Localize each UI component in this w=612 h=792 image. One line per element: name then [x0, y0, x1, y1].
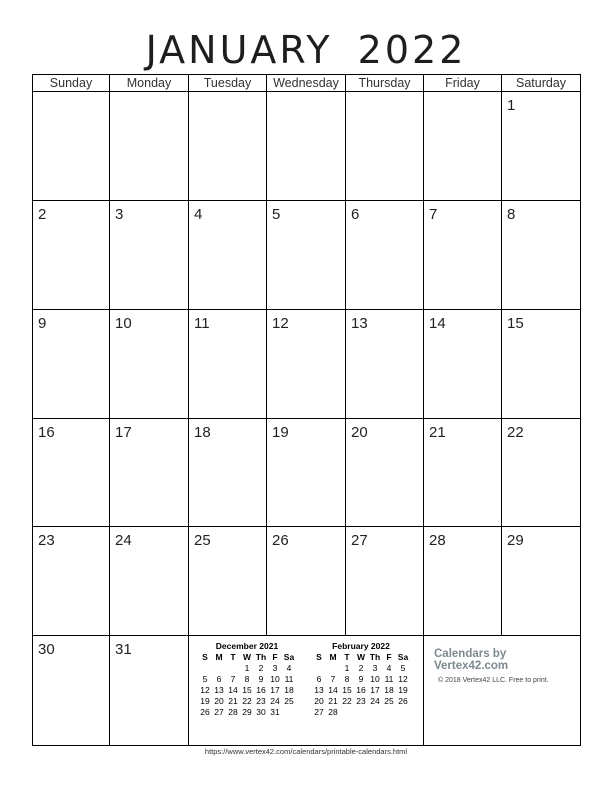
day-cell[interactable]	[189, 310, 267, 419]
mini-day	[326, 663, 340, 674]
mini-day: 19	[200, 696, 210, 707]
day-cell[interactable]	[33, 636, 110, 745]
mini-day: 24	[270, 696, 280, 707]
mini-day: 30	[256, 707, 266, 718]
day-number: 24	[115, 532, 132, 550]
day-number: 27	[351, 532, 368, 550]
mini-day: 14	[228, 685, 238, 696]
day-cell[interactable]	[424, 92, 502, 201]
day-number: 9	[38, 314, 47, 332]
mini-day: 15	[242, 685, 252, 696]
day-cell[interactable]	[346, 527, 424, 636]
mini-day: 26	[398, 696, 408, 707]
day-cell[interactable]	[33, 527, 110, 636]
day-cell[interactable]	[267, 310, 346, 419]
mini-day: 31	[270, 707, 280, 718]
weekday-header-saturday: Saturday	[502, 75, 580, 92]
mini-day: 22	[242, 696, 252, 707]
mini-calendars	[189, 636, 424, 745]
mini-day: 17	[370, 685, 380, 696]
mini-weekday: S	[316, 652, 322, 663]
mini-weekday: S	[202, 652, 208, 663]
mini-day	[354, 707, 368, 718]
day-number: 6	[351, 205, 360, 223]
day-cell[interactable]	[110, 92, 189, 201]
day-cell[interactable]	[267, 527, 346, 636]
day-cell[interactable]	[424, 310, 502, 419]
mini-day: 22	[342, 696, 352, 707]
day-cell[interactable]	[502, 419, 580, 528]
mini-weekday: M	[215, 652, 223, 663]
mini-day: 5	[400, 663, 406, 674]
mini-day: 8	[244, 674, 250, 685]
day-cell[interactable]	[33, 310, 110, 419]
mini-day	[396, 707, 410, 718]
day-number: 10	[115, 314, 132, 332]
mini-calendar-grid	[198, 652, 296, 718]
mini-day: 20	[314, 696, 324, 707]
brand-name-link[interactable]: Calendars by Vertex42.com	[434, 648, 509, 673]
mini-weekday: F	[386, 652, 392, 663]
mini-day: 3	[272, 663, 278, 674]
mini-day: 6	[216, 674, 222, 685]
brand-copyright: © 2018 Vertex42 LLC. Free to print.	[438, 677, 549, 685]
day-number: 28	[429, 532, 446, 550]
day-cell[interactable]	[110, 527, 189, 636]
day-number: 4	[194, 205, 203, 223]
mini-calendar	[312, 641, 410, 745]
day-number: 31	[115, 641, 132, 659]
mini-day: 5	[202, 674, 208, 685]
day-number: 22	[507, 423, 524, 441]
mini-weekday: Th	[369, 652, 381, 663]
mini-day: 10	[370, 674, 380, 685]
weekday-header-friday: Friday	[424, 75, 502, 92]
day-cell[interactable]	[346, 419, 424, 528]
mini-day	[340, 707, 354, 718]
mini-day: 19	[398, 685, 408, 696]
mini-weekday: Th	[255, 652, 267, 663]
day-cell[interactable]	[502, 527, 580, 636]
mini-weekday: T	[230, 652, 236, 663]
mini-day: 2	[258, 663, 264, 674]
mini-weekday: W	[242, 652, 252, 663]
mini-day: 27	[214, 707, 224, 718]
day-cell[interactable]	[502, 310, 580, 419]
day-cell[interactable]	[189, 92, 267, 201]
day-cell[interactable]	[267, 419, 346, 528]
day-number: 16	[38, 423, 55, 441]
day-number: 13	[351, 314, 368, 332]
day-number: 25	[194, 532, 211, 550]
day-cell[interactable]	[110, 201, 189, 310]
mini-day: 7	[330, 674, 336, 685]
day-number: 14	[429, 314, 446, 332]
mini-day: 18	[384, 685, 394, 696]
mini-day: 16	[356, 685, 366, 696]
mini-day	[226, 663, 240, 674]
mini-day: 4	[386, 663, 392, 674]
day-cell[interactable]	[267, 92, 346, 201]
mini-weekday: T	[344, 652, 350, 663]
mini-calendar-grid	[312, 652, 410, 718]
mini-day: 24	[370, 696, 380, 707]
day-number: 29	[507, 532, 524, 550]
mini-day: 21	[328, 696, 338, 707]
mini-day	[312, 663, 326, 674]
mini-day: 13	[314, 685, 324, 696]
mini-day: 10	[270, 674, 280, 685]
day-cell[interactable]	[33, 419, 110, 528]
mini-day: 23	[256, 696, 266, 707]
day-number: 19	[272, 423, 289, 441]
mini-weekday: F	[272, 652, 278, 663]
mini-day	[368, 707, 382, 718]
day-cell[interactable]	[33, 92, 110, 201]
mini-day: 18	[284, 685, 294, 696]
day-cell[interactable]	[346, 310, 424, 419]
mini-calendar-title: February 2022	[332, 641, 390, 652]
day-cell[interactable]	[189, 527, 267, 636]
mini-day: 11	[384, 674, 394, 685]
day-cell[interactable]	[502, 92, 580, 201]
day-cell[interactable]	[424, 419, 502, 528]
day-number: 30	[38, 641, 55, 659]
weekday-header-wednesday: Wednesday	[267, 75, 346, 92]
day-number: 7	[429, 205, 438, 223]
mini-day: 7	[230, 674, 236, 685]
mini-day: 26	[200, 707, 210, 718]
month-grid	[32, 74, 581, 746]
brand-block	[424, 636, 580, 745]
weekday-header-tuesday: Tuesday	[189, 75, 267, 92]
mini-day: 13	[214, 685, 224, 696]
day-cell[interactable]	[189, 201, 267, 310]
mini-day: 4	[286, 663, 292, 674]
mini-day: 15	[342, 685, 352, 696]
mini-day: 16	[256, 685, 266, 696]
day-number: 15	[507, 314, 524, 332]
day-cell[interactable]	[33, 201, 110, 310]
day-number: 17	[115, 423, 132, 441]
mini-day: 25	[284, 696, 294, 707]
mini-day: 25	[384, 696, 394, 707]
day-number: 20	[351, 423, 368, 441]
mini-day	[212, 663, 226, 674]
day-number: 26	[272, 532, 289, 550]
mini-day: 29	[242, 707, 252, 718]
mini-day	[282, 707, 296, 718]
day-number: 3	[115, 205, 124, 223]
mini-day	[382, 707, 396, 718]
day-number: 12	[272, 314, 289, 332]
footer-url[interactable]: https://www.vertex42.com/calendars/printable-calendars.html	[204, 747, 408, 756]
mini-weekday: Sa	[283, 652, 295, 663]
mini-day: 12	[200, 685, 210, 696]
mini-day: 17	[270, 685, 280, 696]
mini-day: 9	[358, 674, 364, 685]
day-number: 5	[272, 205, 281, 223]
day-cell[interactable]	[346, 92, 424, 201]
mini-day: 27	[314, 707, 324, 718]
mini-day: 12	[398, 674, 408, 685]
day-cell[interactable]	[346, 201, 424, 310]
day-cell[interactable]	[267, 201, 346, 310]
day-number: 11	[194, 314, 210, 332]
mini-day: 20	[214, 696, 224, 707]
weekday-header-thursday: Thursday	[346, 75, 424, 92]
calendar-title: JANUARY 2022	[145, 28, 467, 72]
mini-day: 1	[244, 663, 250, 674]
day-cell[interactable]	[189, 419, 267, 528]
day-number: 23	[38, 532, 55, 550]
mini-day: 6	[316, 674, 322, 685]
mini-day: 28	[328, 707, 338, 718]
mini-weekday: Sa	[397, 652, 409, 663]
mini-weekday: M	[329, 652, 337, 663]
mini-day: 1	[344, 663, 350, 674]
day-cell[interactable]	[424, 201, 502, 310]
mini-weekday: W	[356, 652, 366, 663]
mini-day: 14	[328, 685, 338, 696]
mini-day: 9	[258, 674, 264, 685]
mini-day	[198, 663, 212, 674]
mini-calendar-title: December 2021	[215, 641, 279, 652]
weekday-header-monday: Monday	[110, 75, 189, 92]
day-cell[interactable]	[502, 201, 580, 310]
day-number: 21	[429, 423, 446, 441]
day-number: 8	[507, 205, 516, 223]
mini-calendar	[198, 641, 296, 745]
day-number: 2	[38, 205, 47, 223]
mini-day: 28	[228, 707, 238, 718]
mini-day: 3	[372, 663, 378, 674]
mini-day: 11	[284, 674, 294, 685]
mini-day: 23	[356, 696, 366, 707]
mini-day: 8	[344, 674, 350, 685]
day-cell[interactable]	[110, 636, 189, 745]
day-number: 18	[194, 423, 211, 441]
mini-day: 2	[358, 663, 364, 674]
mini-day: 21	[228, 696, 238, 707]
day-cell[interactable]	[424, 527, 502, 636]
day-number: 1	[507, 97, 516, 114]
day-cell[interactable]	[110, 310, 189, 419]
day-cell[interactable]	[110, 419, 189, 528]
weekday-header-sunday: Sunday	[33, 75, 110, 92]
